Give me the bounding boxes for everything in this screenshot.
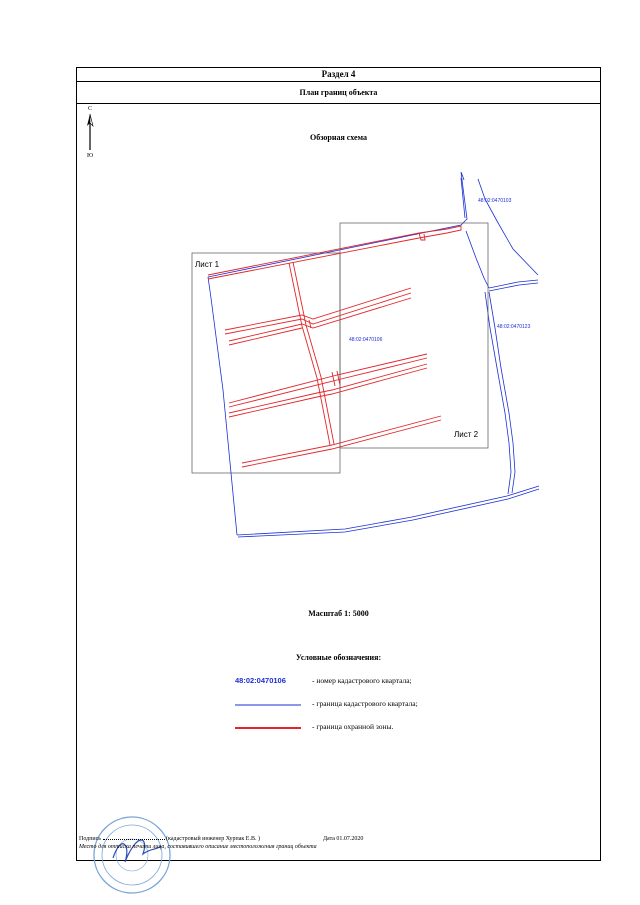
legend-red-line-icon bbox=[235, 724, 301, 732]
legend-blue-line-icon bbox=[235, 701, 301, 709]
quarter-label-0470123: 48:02:0470123 bbox=[497, 324, 531, 330]
quarter-boundaries bbox=[208, 172, 539, 537]
legend-quarter-desc: - номер кадастрового квартала; bbox=[312, 676, 412, 685]
legend-quarter-code: 48:02:0470106 bbox=[235, 676, 286, 685]
stamp-place-caption: Место для оттиска печати лица, составившего описание местоположения границ объекта bbox=[79, 844, 317, 850]
plan-title: План границ объекта bbox=[77, 82, 600, 104]
scale-text: Масштаб 1: 5000 bbox=[308, 609, 369, 618]
signature-line bbox=[79, 836, 363, 842]
south-label: Ю bbox=[87, 153, 94, 159]
sheet-frames bbox=[192, 223, 488, 473]
sheet2-frame bbox=[340, 223, 488, 448]
legend-boundary-desc: - граница кадастрового квартала; bbox=[312, 699, 418, 708]
legend-zone-desc: - граница охранной зоны. bbox=[312, 722, 394, 731]
overview-map bbox=[77, 68, 602, 608]
north-label: С bbox=[88, 106, 93, 112]
protection-zones bbox=[208, 226, 461, 467]
overview-title: Обзорная схема bbox=[310, 133, 367, 142]
sheet1-label: Лист 1 bbox=[195, 260, 220, 269]
seal-stamp bbox=[91, 814, 173, 896]
quarter-label-0470106: 48:02:0470106 bbox=[349, 337, 383, 343]
document-frame bbox=[76, 67, 601, 861]
signature-label: Подпись bbox=[79, 836, 102, 842]
sheet1-frame bbox=[192, 253, 340, 473]
legend-item-quarter-number bbox=[235, 676, 412, 688]
legend-title: Условные обозначения: bbox=[295, 653, 382, 662]
sheet2-label: Лист 2 bbox=[454, 430, 479, 439]
quarter-label-0470103: 48:02:0470103 bbox=[478, 198, 512, 204]
section-title: Раздел 4 bbox=[77, 68, 600, 82]
signature-date: Дата 01.07.2020 bbox=[322, 836, 364, 842]
engineer-name: (кадастровый инженер Хурпак Е.В. ) bbox=[166, 836, 260, 842]
